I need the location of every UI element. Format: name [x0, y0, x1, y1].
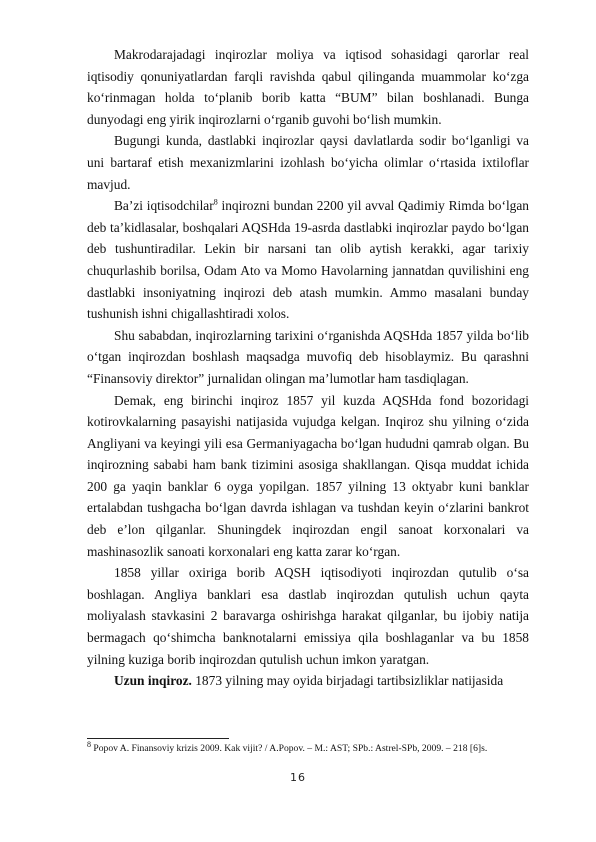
paragraph-7	[87, 670, 529, 692]
footnote-divider	[87, 738, 229, 739]
paragraph-6: 1858 yillar oxiriga borib AQSH iqtisodiyoti inqirozdan qutulib o‘sa boshlagan. Angliya banklari esa dastlab inqirozdan qutulish uchun qayta moliyalash stavkasini 2 baravarga oshirishga harakat qilganlar, bu ijobiy natija bermagach qo‘shimcha banknotalarni emissiya qila boshlaganlar va bu 1858 yilning kuziga borib inqirozdan qutulish uchun imkon yaratgan.	[87, 565, 529, 667]
paragraph-7-rest: 1873 yilning may oyida birjadagi tartibsizliklar natijasida	[191, 673, 504, 689]
paragraph-3	[87, 195, 529, 325]
footnote	[87, 739, 529, 755]
footnote-marker: 8	[87, 739, 91, 749]
paragraph-2: Bugungi kunda, dastlabki inqirozlar qaysi davlatlarda sodir bo‘lganligi va uni bartaraf etish mexanizmlarini izohlash bo‘yicha olimlar o‘rtasida ixtiloflar mavjud.	[87, 133, 529, 192]
footnote-text: Popov A. Finansoviy krizis 2009. Kak vijit? / A.Popov. – M.: AST; SPb.: Astrel-SPb, 2009. – 218 [6]s.	[91, 743, 488, 754]
paragraph-1: Makrodarajadagi inqirozlar moliya va iqtisod sohasidagi qarorlar real iqtisodiy qonuniyatlardan farqli ravishda qabul qilinganda muammolar ko‘zga ko‘rinmagan holda to‘planib borib katta “BUM” bilan boshlanadi. Bunga dunyodagi eng yirik inqirozlarni o‘rganib guvohi bo‘lish mumkin.	[87, 47, 529, 127]
body-text	[87, 44, 529, 692]
paragraph-3-rest: inqirozni bundan 2200 yil avval Qadimiy Rimda bo‘lgan deb ta’kidlasalar, boshqalari AQSHda 19-asrda dastlabki inqirozlar paydo bo‘lgan deb tushuntiradilar. Lekin bir narsani tan olib aytish kerakki, agar tarixiy chuqurlashib borilsa, Odam Ato va Momo Havolarning jannatdan quvilishini eng dastlabki insoniyatning inqirozi deb atash mumkin. Ammo masalani bunday tushunish ishni chigallashtiradi xolos.	[87, 198, 529, 322]
footnote-reference[interactable]: 8	[213, 197, 218, 207]
paragraph-3-start: Ba’zi iqtisodchilar	[114, 198, 214, 214]
paragraph-5: Demak, eng birinchi inqiroz 1857 yil kuzda AQSHda fond bozoridagi kotirovkalarning pasayishi natijasida vujudga kelgan. Inqiroz shu yilning o‘zida Angliyani va keyingi yili esa Germaniyagacha bo‘lgan hududni qamrab olgan. Bu inqirozning sababi ham bank tizimini asosiga shakllangan. Qisqa muddat ichida 200 ga yaqin banklar 6 oyga yopilgan. 1857 yilning 13 oktyabr kuni banklar ertalabdan tushgacha bo‘lgan davrda ishlagan va tushdan keyin o‘zlarini bankrot deb e’lon qilganlar. Shuningdek inqirozdan engil sanoat korxonalari va mashinasozlik sanoati korxonalari eng katta zarar ko‘rgan.	[87, 392, 529, 559]
section-heading-inline: Uzun inqiroz.	[114, 673, 192, 689]
paragraph-4: Shu sababdan, inqirozlarning tarixini o‘rganishda AQSHda 1857 yilda bo‘lib o‘tgan inqirozdan boshlash maqsadga muvofiq deb hisoblaymiz. Bu qarashni “Finansoviy direktor” jurnalidan olingan ma’lumotlar ham tasdiqlagan.	[87, 327, 529, 386]
page-number: 16	[290, 771, 306, 784]
